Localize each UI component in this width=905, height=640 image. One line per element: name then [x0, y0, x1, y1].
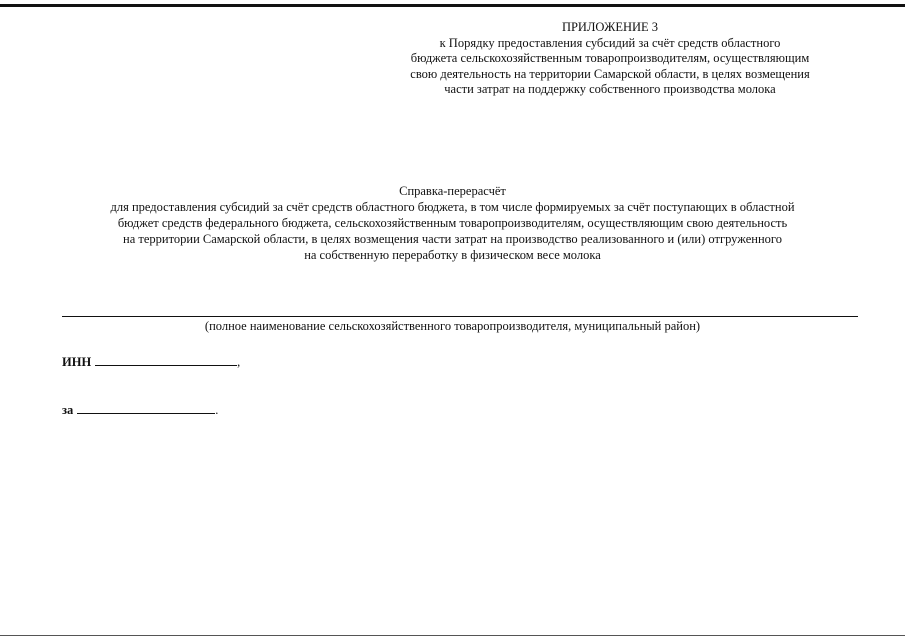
document-subtitle-line: для предоставления субсидий за счёт средств областного бюджета, в том числе формируемых за счёт поступающих в областной [110, 200, 795, 214]
producer-name-field[interactable] [62, 316, 858, 317]
period-row [62, 401, 218, 418]
document-subtitle-line: на собственную переработку в физическом весе молока [304, 248, 601, 262]
document-subtitle-line: бюджет средств федерального бюджета, сельскохозяйственным товаропроизводителям, осуществляющим свою деятельность [117, 216, 788, 230]
inn-row [62, 353, 240, 370]
period-label: за [62, 403, 74, 417]
appendix-line: части затрат на поддержку собственного производства молока [444, 82, 776, 96]
document-title: Справка-перерасчёт [399, 184, 506, 198]
top-border-rule [0, 4, 905, 7]
appendix-line: к Порядку предоставления субсидий за счёт средств областного [439, 35, 781, 50]
appendix-title: ПРИЛОЖЕНИЕ 3 [561, 20, 659, 34]
appendix-line: свою деятельность на территории Самарской области, в целях возмещения [410, 66, 810, 81]
period-field[interactable] [77, 401, 215, 414]
inn-field[interactable] [95, 353, 237, 366]
document-title-block [0, 183, 905, 263]
appendix-line: бюджета сельскохозяйственным товаропроизводителям, осуществляющим [410, 51, 810, 65]
bottom-border-rule [0, 635, 905, 636]
inn-label: ИНН [62, 355, 92, 369]
inn-comma: , [237, 355, 241, 369]
document-subtitle-line: на территории Самарской области, в целях возмещения части затрат на производство реализованного и (или) отгруженного [123, 232, 782, 246]
producer-name-caption: (полное наименование сельскохозяйственного товаропроизводителя, муниципальный район) [204, 319, 701, 333]
period-dot: . [215, 403, 219, 417]
appendix-header [360, 20, 860, 98]
